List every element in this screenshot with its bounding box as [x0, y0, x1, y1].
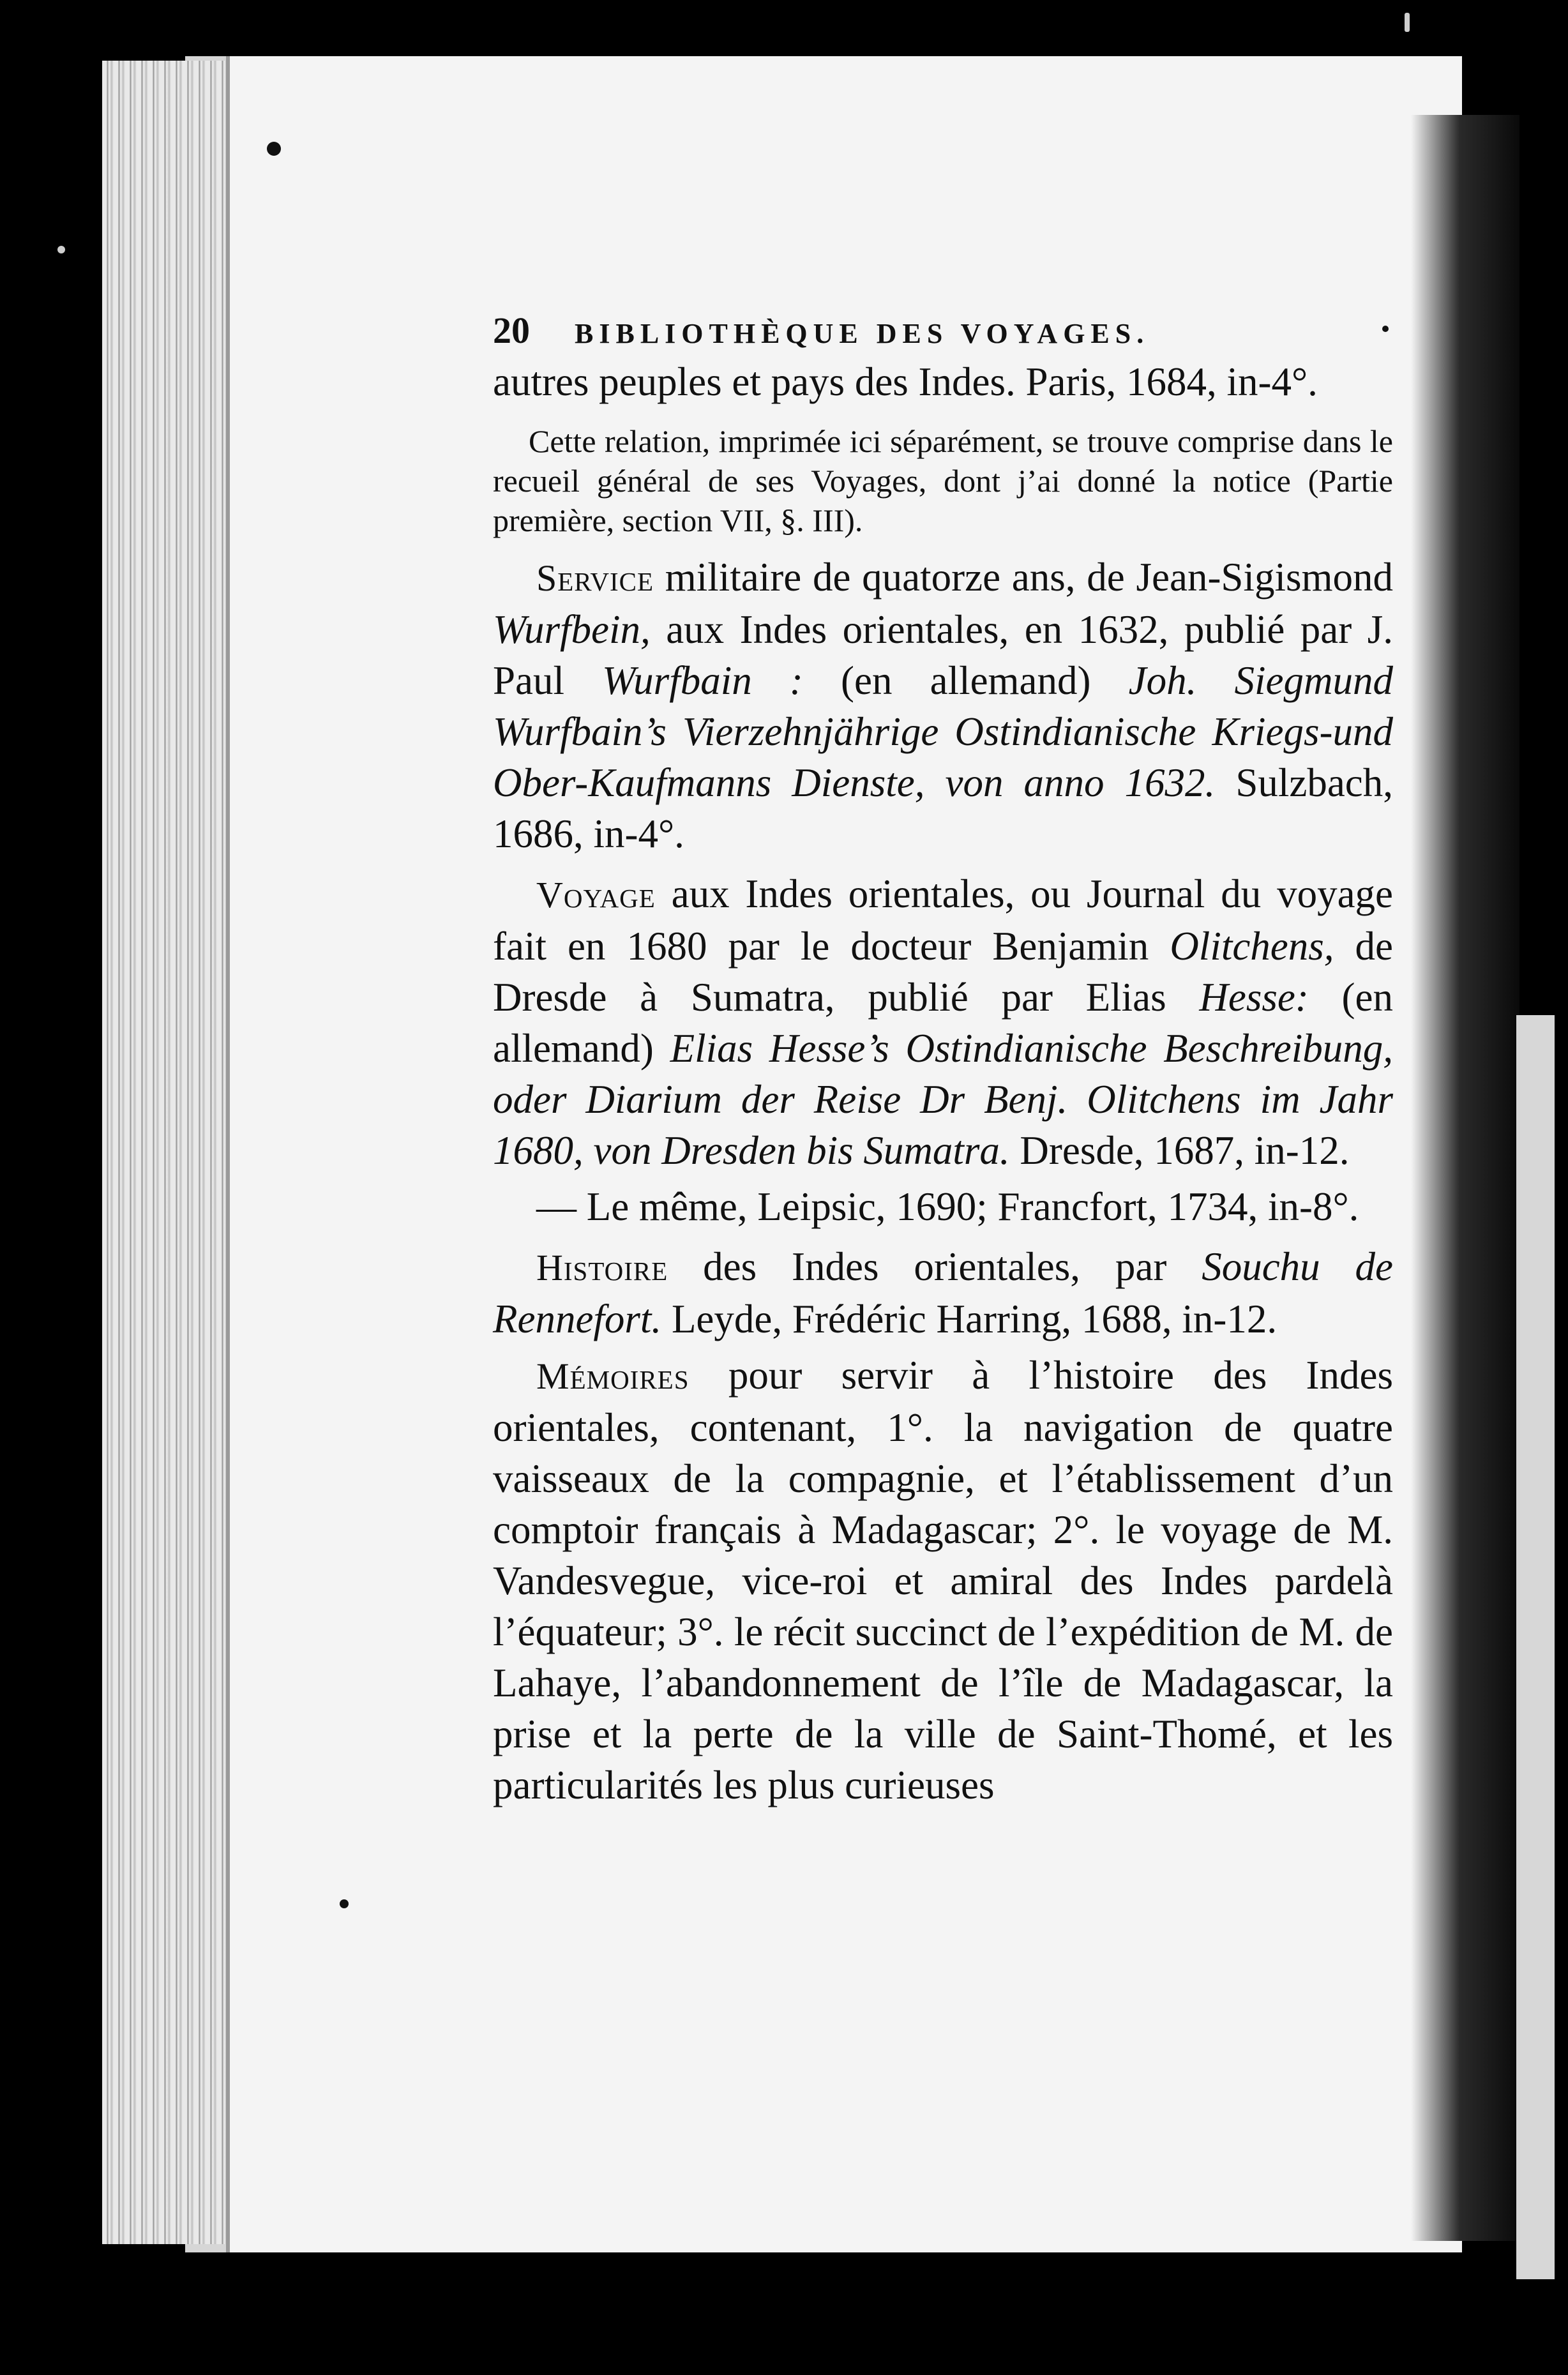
entry-histoire: [493, 1241, 1393, 1345]
entry-italic: Joh. Siegmund Wurfbain’s Vierzehnjährige Ostindianische Kriegs-und Ober-Kaufmanns Dienste, von anno 1632.: [493, 658, 1393, 805]
entry-text: (en allemand): [493, 975, 1393, 1071]
entry-text: Leyde, Frédéric Harring, 1688, in-12.: [661, 1297, 1278, 1341]
entry-italic: Hesse:: [1199, 975, 1309, 1020]
note-paragraph: Cette relation, imprimée ici séparément, se trouve comprise dans le recueil général de ses Voyages, dont j’ai donné la notice (Partie première, section VII, §. III).: [493, 423, 1393, 538]
entry-olitchens: [493, 868, 1393, 1176]
ink-spot: [340, 1899, 349, 1908]
scan-speck: [57, 246, 65, 253]
entry-lead: Service: [536, 557, 654, 599]
entry-text: aux Indes orientales, ou Journal du voyage fait en 1680 par le docteur Benjamin: [493, 871, 1393, 969]
page-edges: [102, 61, 236, 2244]
entry-text: de Dresde à Sumatra, publié par Elias: [493, 924, 1393, 1020]
entry-text: Sulzbach, 1686, in-4°.: [493, 760, 1393, 856]
entry-italic: Wurfbein,: [493, 607, 651, 652]
page-number: 20: [493, 310, 530, 351]
entry-text: pour servir à l’histoire des Indes orientales, contenant, 1°. la navigation de quatre vaisseaux de la compagnie, et l’établissement d’un comptoir français à Madagascar; 2°. le voyage de M. Vandesvegue, vice-roi et amiral des Indes pardelà l’équateur; 3°. le récit succinct de l’expédition de M. de Lahaye, l’abandonnement de l’île de Madagascar, la prise et la perte de la ville de Saint-Thomé, et les particularités les plus curieuses: [493, 1353, 1393, 1807]
entry-text: aux Indes orientales, en 1632, publié par J. Paul: [493, 607, 1393, 703]
entry-memoires: [493, 1350, 1393, 1811]
entry-italic: Olitchens,: [1170, 924, 1334, 969]
gutter-shadow: [1411, 115, 1519, 2241]
entry-wurfbain: [493, 552, 1393, 859]
paragraph-continuation: autres peuples et pays des Indes. Paris, 1684, in-4°.: [493, 359, 1318, 404]
ink-spot: [267, 142, 281, 156]
entry-text: des Indes orientales, par: [668, 1244, 1202, 1289]
entry-italic: Souchu de Rennefort.: [493, 1244, 1393, 1341]
entry-lead: Voyage: [536, 874, 656, 916]
entry-italic: Elias Hesse’s Ostindianische Beschreibung, oder Diarium der Reise Dr Benj. Olitchens im Jahr 1680, von Dresden bis Sumatra.: [493, 1026, 1393, 1173]
page-text: [493, 305, 1393, 1811]
entry-lead: Histoire: [536, 1247, 668, 1288]
running-title: BIBLIOTHÈQUE DES VOYAGES.: [575, 318, 1150, 349]
entry-text: militaire de quatorze ans, de Jean-Sigismond: [654, 555, 1393, 599]
running-head: [493, 305, 1393, 350]
entry-lead: Mémoires: [536, 1355, 690, 1397]
entry-le-meme: — Le même, Leipsic, 1690; Francfort, 1734, in-8°.: [536, 1184, 1359, 1229]
scan-speck: [1405, 13, 1410, 32]
entry-italic: Wurfbain :: [602, 658, 803, 703]
facing-page-edge: [1516, 1015, 1555, 2279]
entry-text: Dresde, 1687, in-12.: [1009, 1128, 1350, 1173]
entry-text: (en allemand): [803, 658, 1129, 703]
